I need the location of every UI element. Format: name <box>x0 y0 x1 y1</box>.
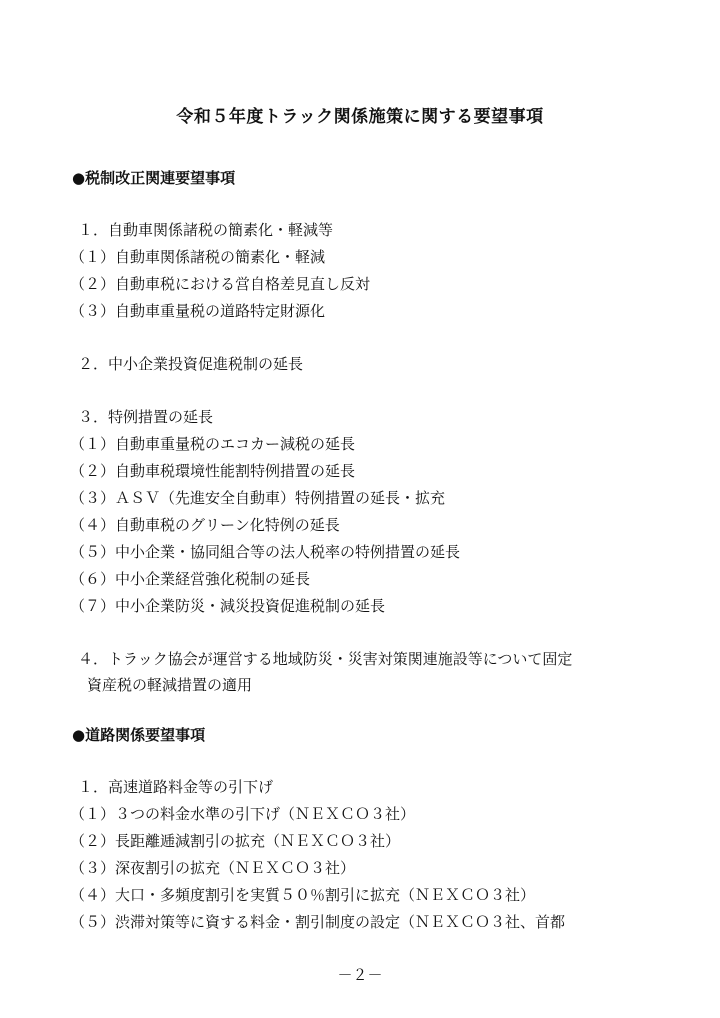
list-subitem: （１）３つの料金水準の引下げ（ＮＥＸＣＯ３社） <box>70 805 416 823</box>
list-item: ３．特例措置の延長 <box>78 408 214 426</box>
list-item: ４．トラック協会が運営する地域防災・災害対策関連施設等について固定 <box>78 650 573 668</box>
section-heading-road: ●道路関係要望事項 <box>72 726 206 744</box>
list-subitem: （１）自動車重量税のエコカー減税の延長 <box>70 435 356 453</box>
list-subitem: （４）自動車税のグリーン化特例の延長 <box>70 516 340 534</box>
list-subitem: （７）中小企業防災・減災投資促進税制の延長 <box>70 597 386 615</box>
list-subitem: （４）大口・多頻度割引を実質５０％割引に拡充（ＮＥＸＣＯ３社） <box>70 886 536 904</box>
list-subitem: （５）中小企業・協同組合等の法人税率の特例措置の延長 <box>70 543 461 561</box>
list-subitem: （３）深夜割引の拡充（ＮＥＸＣＯ３社） <box>70 859 356 877</box>
list-subitem: （６）中小企業経営強化税制の延長 <box>70 570 311 588</box>
list-item-continuation: 資産税の軽減措置の適用 <box>87 676 253 694</box>
list-subitem: （２）自動車税環境性能割特例措置の延長 <box>70 462 356 480</box>
list-item: １．高速道路料金等の引下げ <box>78 778 274 796</box>
list-subitem: （１）自動車関係諸税の簡素化・軽減 <box>70 248 326 266</box>
list-subitem: （２）長距離逓減割引の拡充（ＮＥＸＣＯ３社） <box>70 832 401 850</box>
list-subitem: （３）ＡＳＶ（先進安全自動車）特例措置の延長・拡充 <box>70 489 446 507</box>
list-item: １．自動車関係諸税の簡素化・軽減等 <box>78 221 334 239</box>
list-subitem: （２）自動車税における営自格差見直し反対 <box>70 275 371 293</box>
section-heading-tax: ●税制改正関連要望事項 <box>72 169 236 187</box>
list-item: ２．中小企業投資促進税制の延長 <box>78 355 304 373</box>
page-number: －２－ <box>337 966 383 984</box>
list-subitem: （５）渋滞対策等に資する料金・割引制度の設定（ＮＥＸＣＯ３社、首都 <box>70 913 566 931</box>
list-subitem: （３）自動車重量税の道路特定財源化 <box>70 302 326 320</box>
page-title: 令和５年度トラック関係施策に関する要望事項 <box>176 107 544 127</box>
